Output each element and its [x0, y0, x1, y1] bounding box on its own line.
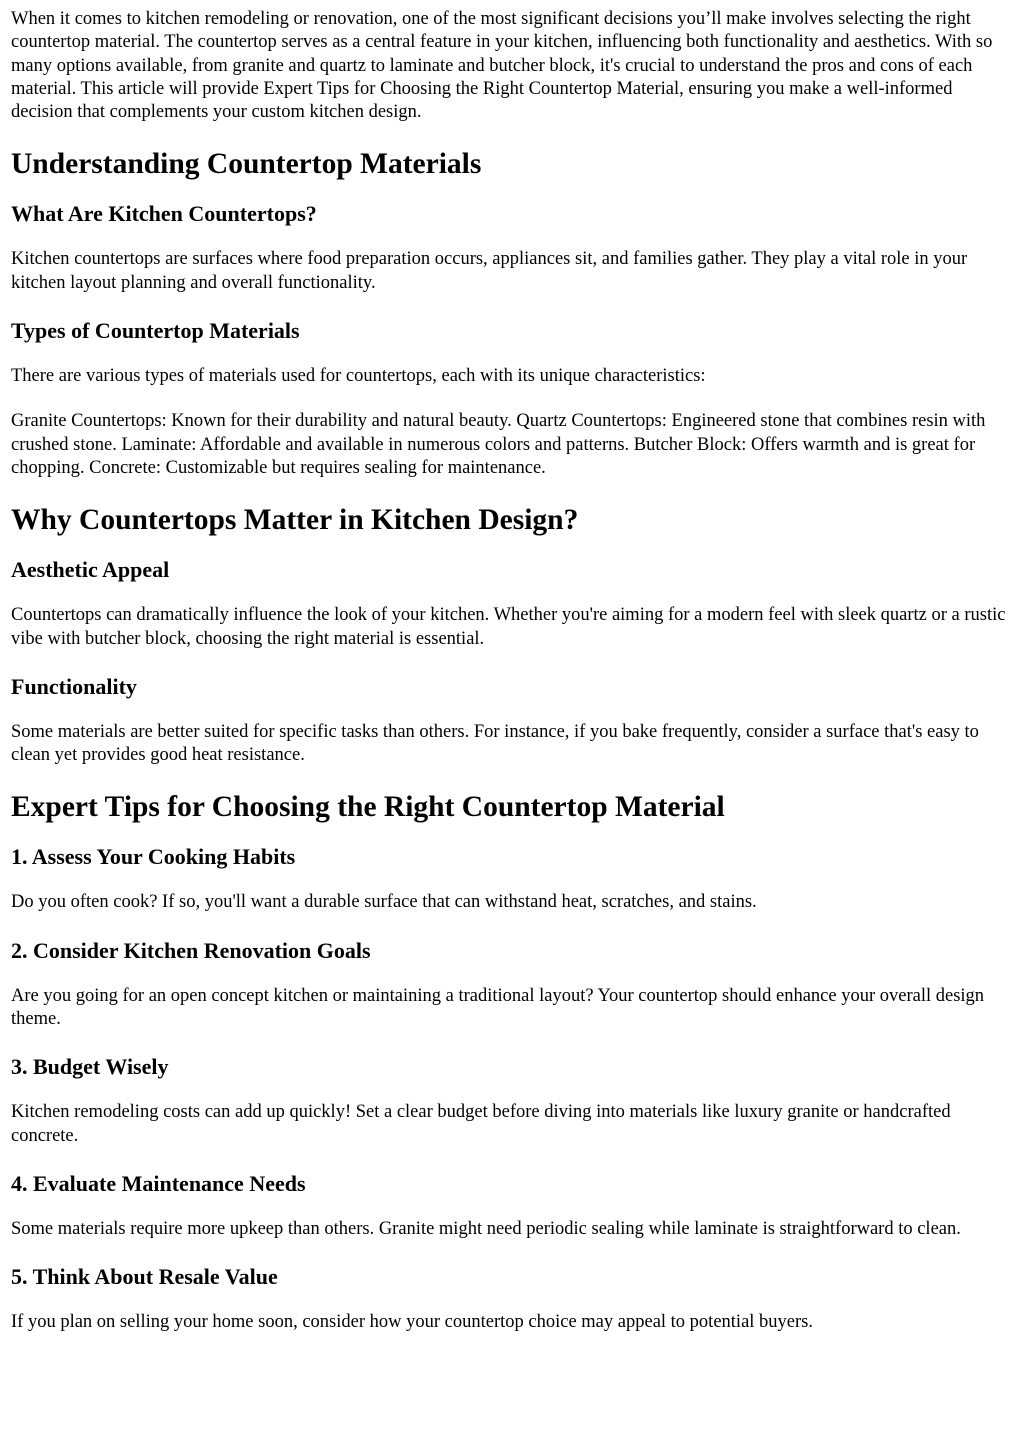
paragraph: If you plan on selling your home soon, consider how your countertop choice may appeal to potential buyers. — [11, 1312, 813, 1333]
subsection-heading: Types of Countertop Materials — [11, 318, 300, 344]
subsection-heading: 3. Budget Wisely — [11, 1054, 169, 1080]
section-heading: Expert Tips for Choosing the Right Countertop Material — [11, 791, 725, 824]
paragraph: Granite Countertops: Known for their durability and natural beauty. Quartz Countertops: Engineered stone that combines resin with crushed stone. Laminate: Affordable and available in numerous colors and patterns. Butcher Block: Offers warmth and is great for chopping. Concrete: Customizable but requires sealing for maintenance. — [11, 411, 986, 478]
paragraph: Do you often cook? If so, you'll want a durable surface that can withstand heat, scratches, and stains. — [11, 892, 757, 913]
paragraph: There are various types of materials used for countertops, each with its unique characteristics: — [11, 366, 706, 387]
paragraph: Some materials require more upkeep than others. Granite might need periodic sealing while laminate is straightforward to clean. — [11, 1218, 961, 1239]
paragraph: Some materials are better suited for specific tasks than others. For instance, if you bake frequently, consider a surface that's easy to clean yet provides good heat resistance. — [11, 721, 979, 766]
paragraph: Kitchen countertops are surfaces where food preparation occurs, appliances sit, and families gather. They play a vital role in your kitchen layout planning and overall functionality. — [11, 249, 968, 293]
subsection-heading: What Are Kitchen Countertops? — [11, 201, 317, 227]
subsection-heading: 4. Evaluate Maintenance Needs — [11, 1170, 306, 1196]
paragraph: Countertops can dramatically influence the look of your kitchen. Whether you're aiming for a modern feel with sleek quartz or a rustic vibe with butcher block, choosing the right material is essential. — [11, 605, 1006, 649]
section-heading: Understanding Countertop Materials — [11, 148, 482, 181]
section-heading: Why Countertops Matter in Kitchen Design? — [11, 504, 579, 537]
section-expert-tips — [11, 789, 1013, 1334]
paragraph: Are you going for an open concept kitchen or maintaining a traditional layout? Your countertop should enhance your overall design theme. — [11, 985, 985, 1030]
section-understanding-materials — [11, 146, 1013, 480]
subsection-heading: 5. Think About Resale Value — [11, 1264, 278, 1290]
subsection-heading: 1. Assess Your Cooking Habits — [11, 844, 296, 870]
paragraph: Kitchen remodeling costs can add up quickly! Set a clear budget before diving into materials like luxury granite or handcrafted concrete. — [11, 1102, 951, 1146]
subsection-heading: 2. Consider Kitchen Renovation Goals — [11, 937, 371, 963]
intro-paragraph: When it comes to kitchen remodeling or renovation, one of the most significant decisions you’ll make involves selecting the right countertop material. The countertop serves as a central feature in your kitchen, influencing both functionality and aesthetics. With so many options available, from granite and quartz to laminate and butcher block, it's crucial to understand the pros and cons of each material. This article will provide Expert Tips for Choosing the Right Countertop Material, ensuring you make a well-informed decision that complements your custom kitchen design. — [11, 9, 993, 123]
subsection-heading: Aesthetic Appeal — [11, 557, 170, 583]
section-why-countertops-matter — [11, 502, 1013, 767]
subsection-heading: Functionality — [11, 673, 137, 699]
